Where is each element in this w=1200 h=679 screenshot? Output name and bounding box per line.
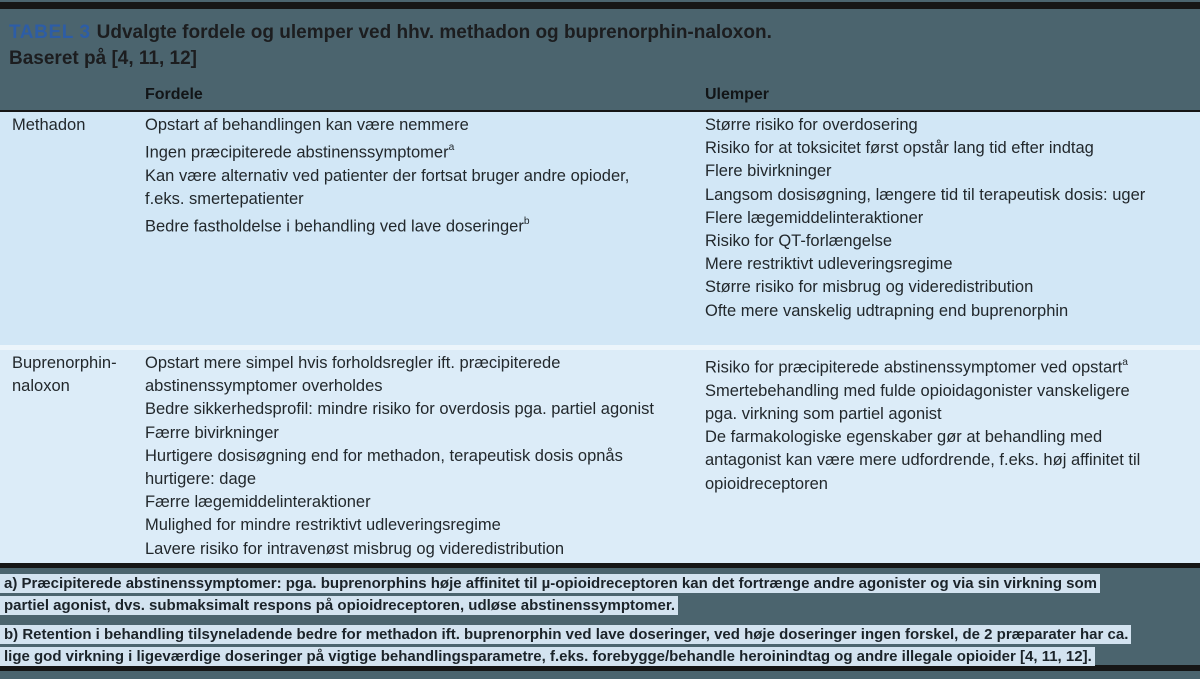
cell-line: Risiko for QT-forlængelse [705,232,893,251]
row-label-buprenorphin-naloxon [0,352,145,563]
cell-line: naloxon [12,377,70,396]
disadvantages-cell [705,352,1200,563]
cell-line: Bedre sikkerhedsprofil: mindre risiko for overdosis pga. partiel agonist [145,400,654,419]
footnote-line [0,646,1200,668]
column-header-row [0,86,1200,110]
table-row-buprenorphin-naloxon [0,350,1200,563]
cell-line: opioidreceptoren [705,474,828,493]
cell-line: De farmakologiske egenskaber gør at behandling med [705,428,1103,447]
footnote-line [0,573,1200,595]
cell-line: pga. virkning som partiel agonist [705,404,942,423]
footnote-text: lige god virkning i ligeværdige doseringer på vigtige behandlingsparametre, f.eks. forebygge/behandle heroinindtag og andre illegale opioider [4, 11, 12]. [0,647,1095,666]
cell-line: Hurtigere dosisøgning end for methadon, terapeutisk dosis opnås [145,446,623,465]
cell-line: Færre lægemiddelinteraktioner [145,493,371,512]
cell-line: Ingen præcipiterede abstinenssymptomer$^a$ [145,142,455,162]
cell-line: antagonist kan være mere udfordrende, f.eks. høj affinitet til [705,451,1141,470]
cell-line: Opstart af behandlingen kan være nemmere [145,116,469,134]
column-header-spacer [0,86,145,104]
cell-line: Lavere risiko for intravenøst misbrug og videredistribution [145,539,565,558]
cell-line: Kan være alternativ ved patienter der fortsat bruger andre opioder, [145,166,630,185]
table-title: Udvalgte fordele og ulemper ved hhv. methadon og buprenorphin-naloxon. [96,22,772,43]
cell-line: Mulighed for mindre restriktivt udleveringsregime [145,516,501,535]
cell-line: Opstart mere simpel hvis forholdsregler ift. præcipiterede [145,354,561,372]
footnote-line [0,624,1200,646]
table-subtitle: Baseret på [4, 11, 12] [9,48,197,69]
cell-line: Risiko for præcipiterede abstinenssymptomer ved opstart$^a$ [705,357,1128,377]
table-number: TABEL 3 [9,22,91,43]
cell-line: Buprenorphin- [12,354,117,372]
cell-line: Methadon [12,116,86,134]
footnote-text: partiel agonist, dvs. submaksimalt respons på opioidreceptoren, udløse abstinenssymptomer. [0,596,678,615]
footnote-text: a) Præcipiterede abstinenssymptomer: pga. buprenorphins høje affinitet til µ-opioidreceptoren kan det fortrænge andre agonister og via sin virkning som [0,574,1100,593]
advantages-cell [145,114,705,345]
cell-line: Risiko for at toksicitet først opstår lang tid efter indtag [705,139,1094,158]
cell-line: Færre bivirkninger [145,423,279,442]
cell-line: f.eks. smertepatienter [145,190,304,209]
cell-line: Større risiko for misbrug og videredistribution [705,278,1034,297]
footnote [0,573,1200,617]
advantages-cell [145,352,705,563]
table-row-methadon [0,112,1200,345]
cell-line: abstinenssymptomer overholdes [145,377,383,396]
column-header-ulemper: Ulemper [705,86,770,103]
cell-line: Større risiko for overdosering [705,116,918,134]
table-header [0,9,1200,110]
footnote-line [0,595,1200,617]
cell-line: hurtigere: dage [145,470,256,489]
cell-line: Flere lægemiddelinteraktioner [705,208,924,227]
table-title-line [0,20,1200,46]
row-label-methadon [0,114,145,345]
top-rule [0,2,1200,9]
column-header-fordele: Fordele [145,86,203,103]
footnotes [0,568,1200,665]
disadvantages-cell [705,114,1200,345]
footnote [0,624,1200,668]
cell-line: Flere bivirkninger [705,162,832,181]
footnote-text: b) Retention i behandling tilsyneladende bedre for methadon ift. buprenorphin ved lave doseringer, ved høje doseringer ingen forskel, de 2 præparater har ca. [0,625,1131,644]
cell-line: Mere restriktivt udleveringsregime [705,255,953,274]
cell-line: Bedre fastholdelse i behandling ved lave doseringer$^b$ [145,216,530,236]
cell-line: Langsom dosisøgning, længere tid til terapeutisk dosis: uger [705,185,1146,204]
cell-line: Smertebehandling med fulde opioidagonister vanskeligere [705,381,1130,400]
cell-line: Ofte mere vanskelig udtrapning end buprenorphin [705,301,1069,320]
